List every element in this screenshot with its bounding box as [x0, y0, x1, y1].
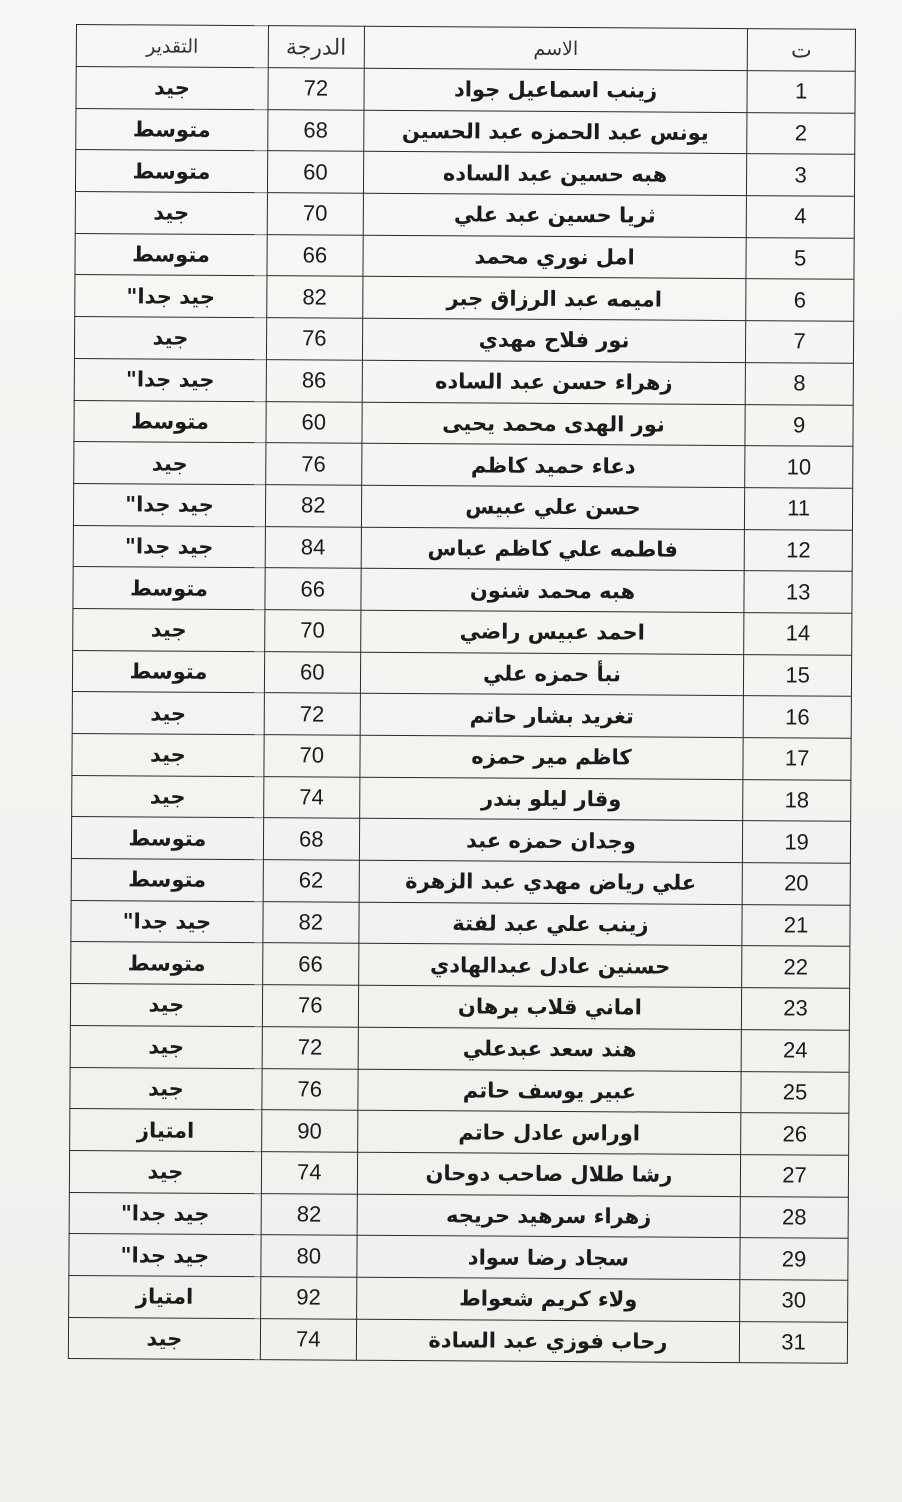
- row-number-cell: 5: [746, 237, 854, 279]
- score-cell: 60: [266, 401, 362, 443]
- grade-cell: جيد جدا": [73, 525, 265, 568]
- table-row: [70, 1025, 849, 1071]
- header-name: الاسم: [364, 26, 748, 70]
- row-number-cell: 13: [744, 571, 852, 613]
- student-name-cell: هبه حسين عبد الساده: [363, 152, 747, 196]
- score-cell: 62: [263, 860, 359, 902]
- row-number-cell: 24: [741, 1029, 849, 1071]
- table-row: [69, 1150, 848, 1196]
- table-row: [75, 192, 854, 238]
- student-name-cell: رشا طلال صاحب دوحان: [357, 1152, 741, 1196]
- table-row: [70, 1067, 849, 1113]
- row-number-cell: 26: [741, 1113, 849, 1155]
- score-cell: 76: [262, 1068, 358, 1110]
- row-number-cell: 3: [747, 154, 855, 196]
- grade-cell: جيد: [73, 608, 265, 651]
- score-cell: 60: [264, 651, 360, 693]
- grade-cell: جيد: [70, 1067, 262, 1110]
- student-name-cell: اميمه عبد الرزاق جبر: [362, 277, 746, 321]
- score-cell: 70: [264, 735, 360, 777]
- row-number-cell: 17: [743, 738, 851, 780]
- grade-cell: امتياز: [69, 1275, 261, 1318]
- table-body: [68, 67, 855, 1364]
- table-row: [71, 900, 850, 946]
- grade-cell: جيد: [74, 442, 266, 485]
- table-row: [73, 483, 852, 529]
- table-row: [75, 150, 854, 196]
- grade-cell: متوسط: [75, 150, 267, 193]
- score-cell: 72: [264, 693, 360, 735]
- score-cell: 72: [262, 1026, 358, 1068]
- table-row: [72, 733, 851, 779]
- row-number-cell: 23: [742, 988, 850, 1030]
- row-number-cell: 15: [744, 654, 852, 696]
- table-row: [73, 608, 852, 654]
- table-row: [69, 1192, 848, 1238]
- score-cell: 74: [261, 1152, 357, 1194]
- student-name-cell: دعاء حميد كاظم: [361, 443, 745, 487]
- score-cell: 68: [268, 109, 364, 151]
- score-cell: 82: [261, 1193, 357, 1235]
- score-cell: 76: [266, 443, 362, 485]
- table-row: [73, 525, 852, 571]
- row-number-cell: 8: [745, 362, 853, 404]
- grade-cell: جيد جدا": [69, 1192, 261, 1235]
- row-number-cell: 21: [742, 904, 850, 946]
- student-name-cell: علي رياض مهدي عبد الزهرة: [359, 860, 743, 904]
- student-name-cell: ثريا حسين عبد علي: [363, 193, 747, 237]
- grade-cell: متوسط: [74, 400, 266, 443]
- grade-cell: جيد جدا": [75, 275, 267, 318]
- grade-cell: جيد جدا": [69, 1234, 261, 1277]
- score-cell: 74: [260, 1318, 356, 1360]
- table-row: [71, 942, 850, 988]
- row-number-cell: 12: [744, 529, 852, 571]
- table-row: [76, 67, 855, 113]
- grade-cell: متوسط: [71, 859, 263, 902]
- table-row: [72, 692, 851, 738]
- table-row: [71, 859, 850, 905]
- student-name-cell: فاطمه علي كاظم عباس: [361, 527, 745, 571]
- student-name-cell: اماني قلاب برهان: [358, 985, 742, 1029]
- row-number-cell: 2: [747, 112, 855, 154]
- student-name-cell: عبير يوسف حاتم: [358, 1069, 742, 1113]
- student-name-cell: حسنين عادل عبدالهادي: [358, 944, 742, 988]
- student-name-cell: رحاب فوزي عبد السادة: [356, 1319, 740, 1363]
- student-name-cell: امل نوري محمد: [363, 235, 747, 279]
- row-number-cell: 16: [743, 696, 851, 738]
- student-name-cell: زينب علي عبد لفتة: [359, 902, 743, 946]
- score-cell: 82: [267, 276, 363, 318]
- table-header: [76, 25, 855, 72]
- grade-cell: جيد: [70, 1025, 262, 1068]
- score-cell: 72: [268, 68, 364, 110]
- score-cell: 92: [260, 1277, 356, 1319]
- grade-cell: متوسط: [73, 567, 265, 610]
- table-row: [74, 400, 853, 446]
- student-name-cell: هند سعد عبدعلي: [358, 1027, 742, 1071]
- score-cell: 90: [261, 1110, 357, 1152]
- student-name-cell: نور الهدى محمد يحيى: [362, 402, 746, 446]
- score-cell: 80: [261, 1235, 357, 1277]
- grade-cell: جيد جدا": [73, 483, 265, 526]
- score-cell: 84: [265, 526, 361, 568]
- row-number-cell: 31: [740, 1321, 848, 1363]
- score-cell: 70: [264, 610, 360, 652]
- student-name-cell: ولاء كريم شعواط: [356, 1277, 740, 1321]
- row-number-cell: 28: [740, 1196, 848, 1238]
- row-number-cell: 7: [746, 321, 854, 363]
- table-row: [73, 567, 852, 613]
- score-cell: 74: [263, 776, 359, 818]
- table-row: [68, 1317, 847, 1363]
- row-number-cell: 18: [743, 779, 851, 821]
- table-row: [70, 1109, 849, 1155]
- table-row: [74, 317, 853, 363]
- table-row: [69, 1234, 848, 1280]
- score-cell: 86: [266, 359, 362, 401]
- student-name-cell: نبأ حمزه علي: [360, 652, 744, 696]
- student-name-cell: تغريد بشار حاتم: [360, 694, 744, 738]
- row-number-cell: 1: [747, 71, 855, 113]
- score-cell: 66: [265, 568, 361, 610]
- table-row: [72, 650, 851, 696]
- grade-cell: جيد جدا": [71, 900, 263, 943]
- row-number-cell: 11: [745, 487, 853, 529]
- row-number-cell: 6: [746, 279, 854, 321]
- score-cell: 60: [267, 151, 363, 193]
- grade-cell: جيد: [68, 1317, 260, 1360]
- row-number-cell: 10: [745, 446, 853, 488]
- score-cell: 66: [267, 234, 363, 276]
- table-row: [72, 775, 851, 821]
- grade-cell: جيد: [69, 1150, 261, 1193]
- header-number: ت: [747, 29, 855, 72]
- score-cell: 82: [265, 485, 361, 527]
- student-name-cell: سجاد رضا سواد: [357, 1235, 741, 1279]
- student-name-cell: يونس عبد الحمزه عبد الحسين: [363, 110, 747, 154]
- student-name-cell: اوراس عادل حاتم: [357, 1110, 741, 1154]
- row-number-cell: 14: [744, 613, 852, 655]
- grade-cell: جيد: [72, 692, 264, 735]
- grade-cell: جيد: [72, 733, 264, 776]
- grade-cell: متوسط: [75, 233, 267, 276]
- row-number-cell: 29: [740, 1238, 848, 1280]
- table-row: [75, 233, 854, 279]
- table-row: [71, 817, 850, 863]
- grade-cell: جيد: [70, 984, 262, 1027]
- score-cell: 76: [266, 318, 362, 360]
- student-name-cell: هبه محمد شنون: [361, 569, 745, 613]
- row-number-cell: 19: [743, 821, 851, 863]
- table-row: [69, 1275, 848, 1321]
- grades-table: [68, 24, 856, 1364]
- grade-cell: متوسط: [76, 108, 268, 151]
- student-name-cell: زهراء سرهيد حريجه: [357, 1194, 741, 1238]
- header-row: [76, 25, 855, 72]
- grade-cell: جيد: [74, 317, 266, 360]
- score-cell: 70: [267, 193, 363, 235]
- table-row: [70, 984, 849, 1030]
- student-name-cell: نور فلاح مهدي: [362, 318, 746, 362]
- grade-cell: جيد: [72, 775, 264, 818]
- row-number-cell: 20: [742, 863, 850, 905]
- table-row: [74, 358, 853, 404]
- header-score: الدرجة: [268, 26, 364, 69]
- grade-cell: جيد جدا": [74, 358, 266, 401]
- score-cell: 68: [263, 818, 359, 860]
- student-name-cell: وقار ليلو بندر: [359, 777, 743, 821]
- student-name-cell: زهراء حسن عبد الساده: [362, 360, 746, 404]
- student-name-cell: وجدان حمزه عبد: [359, 819, 743, 863]
- score-cell: 66: [262, 943, 358, 985]
- student-name-cell: احمد عبيس راضي: [360, 610, 744, 654]
- row-number-cell: 27: [741, 1154, 849, 1196]
- row-number-cell: 4: [746, 196, 854, 238]
- grade-cell: امتياز: [70, 1109, 262, 1152]
- student-name-cell: كاظم مير حمزه: [360, 735, 744, 779]
- row-number-cell: 9: [745, 404, 853, 446]
- score-cell: 76: [262, 985, 358, 1027]
- table-row: [74, 442, 853, 488]
- row-number-cell: 25: [741, 1071, 849, 1113]
- grade-cell: جيد: [76, 67, 268, 110]
- grade-cell: متوسط: [71, 942, 263, 985]
- header-grade: التقدير: [76, 25, 268, 68]
- row-number-cell: 22: [742, 946, 850, 988]
- table-row: [76, 108, 855, 154]
- row-number-cell: 30: [740, 1280, 848, 1322]
- grade-cell: متوسط: [71, 817, 263, 860]
- student-name-cell: زينب اسماعيل جواد: [364, 68, 748, 112]
- table-row: [75, 275, 854, 321]
- student-name-cell: حسن علي عبيس: [361, 485, 745, 529]
- score-cell: 82: [263, 901, 359, 943]
- grade-cell: جيد: [75, 192, 267, 235]
- grade-cell: متوسط: [72, 650, 264, 693]
